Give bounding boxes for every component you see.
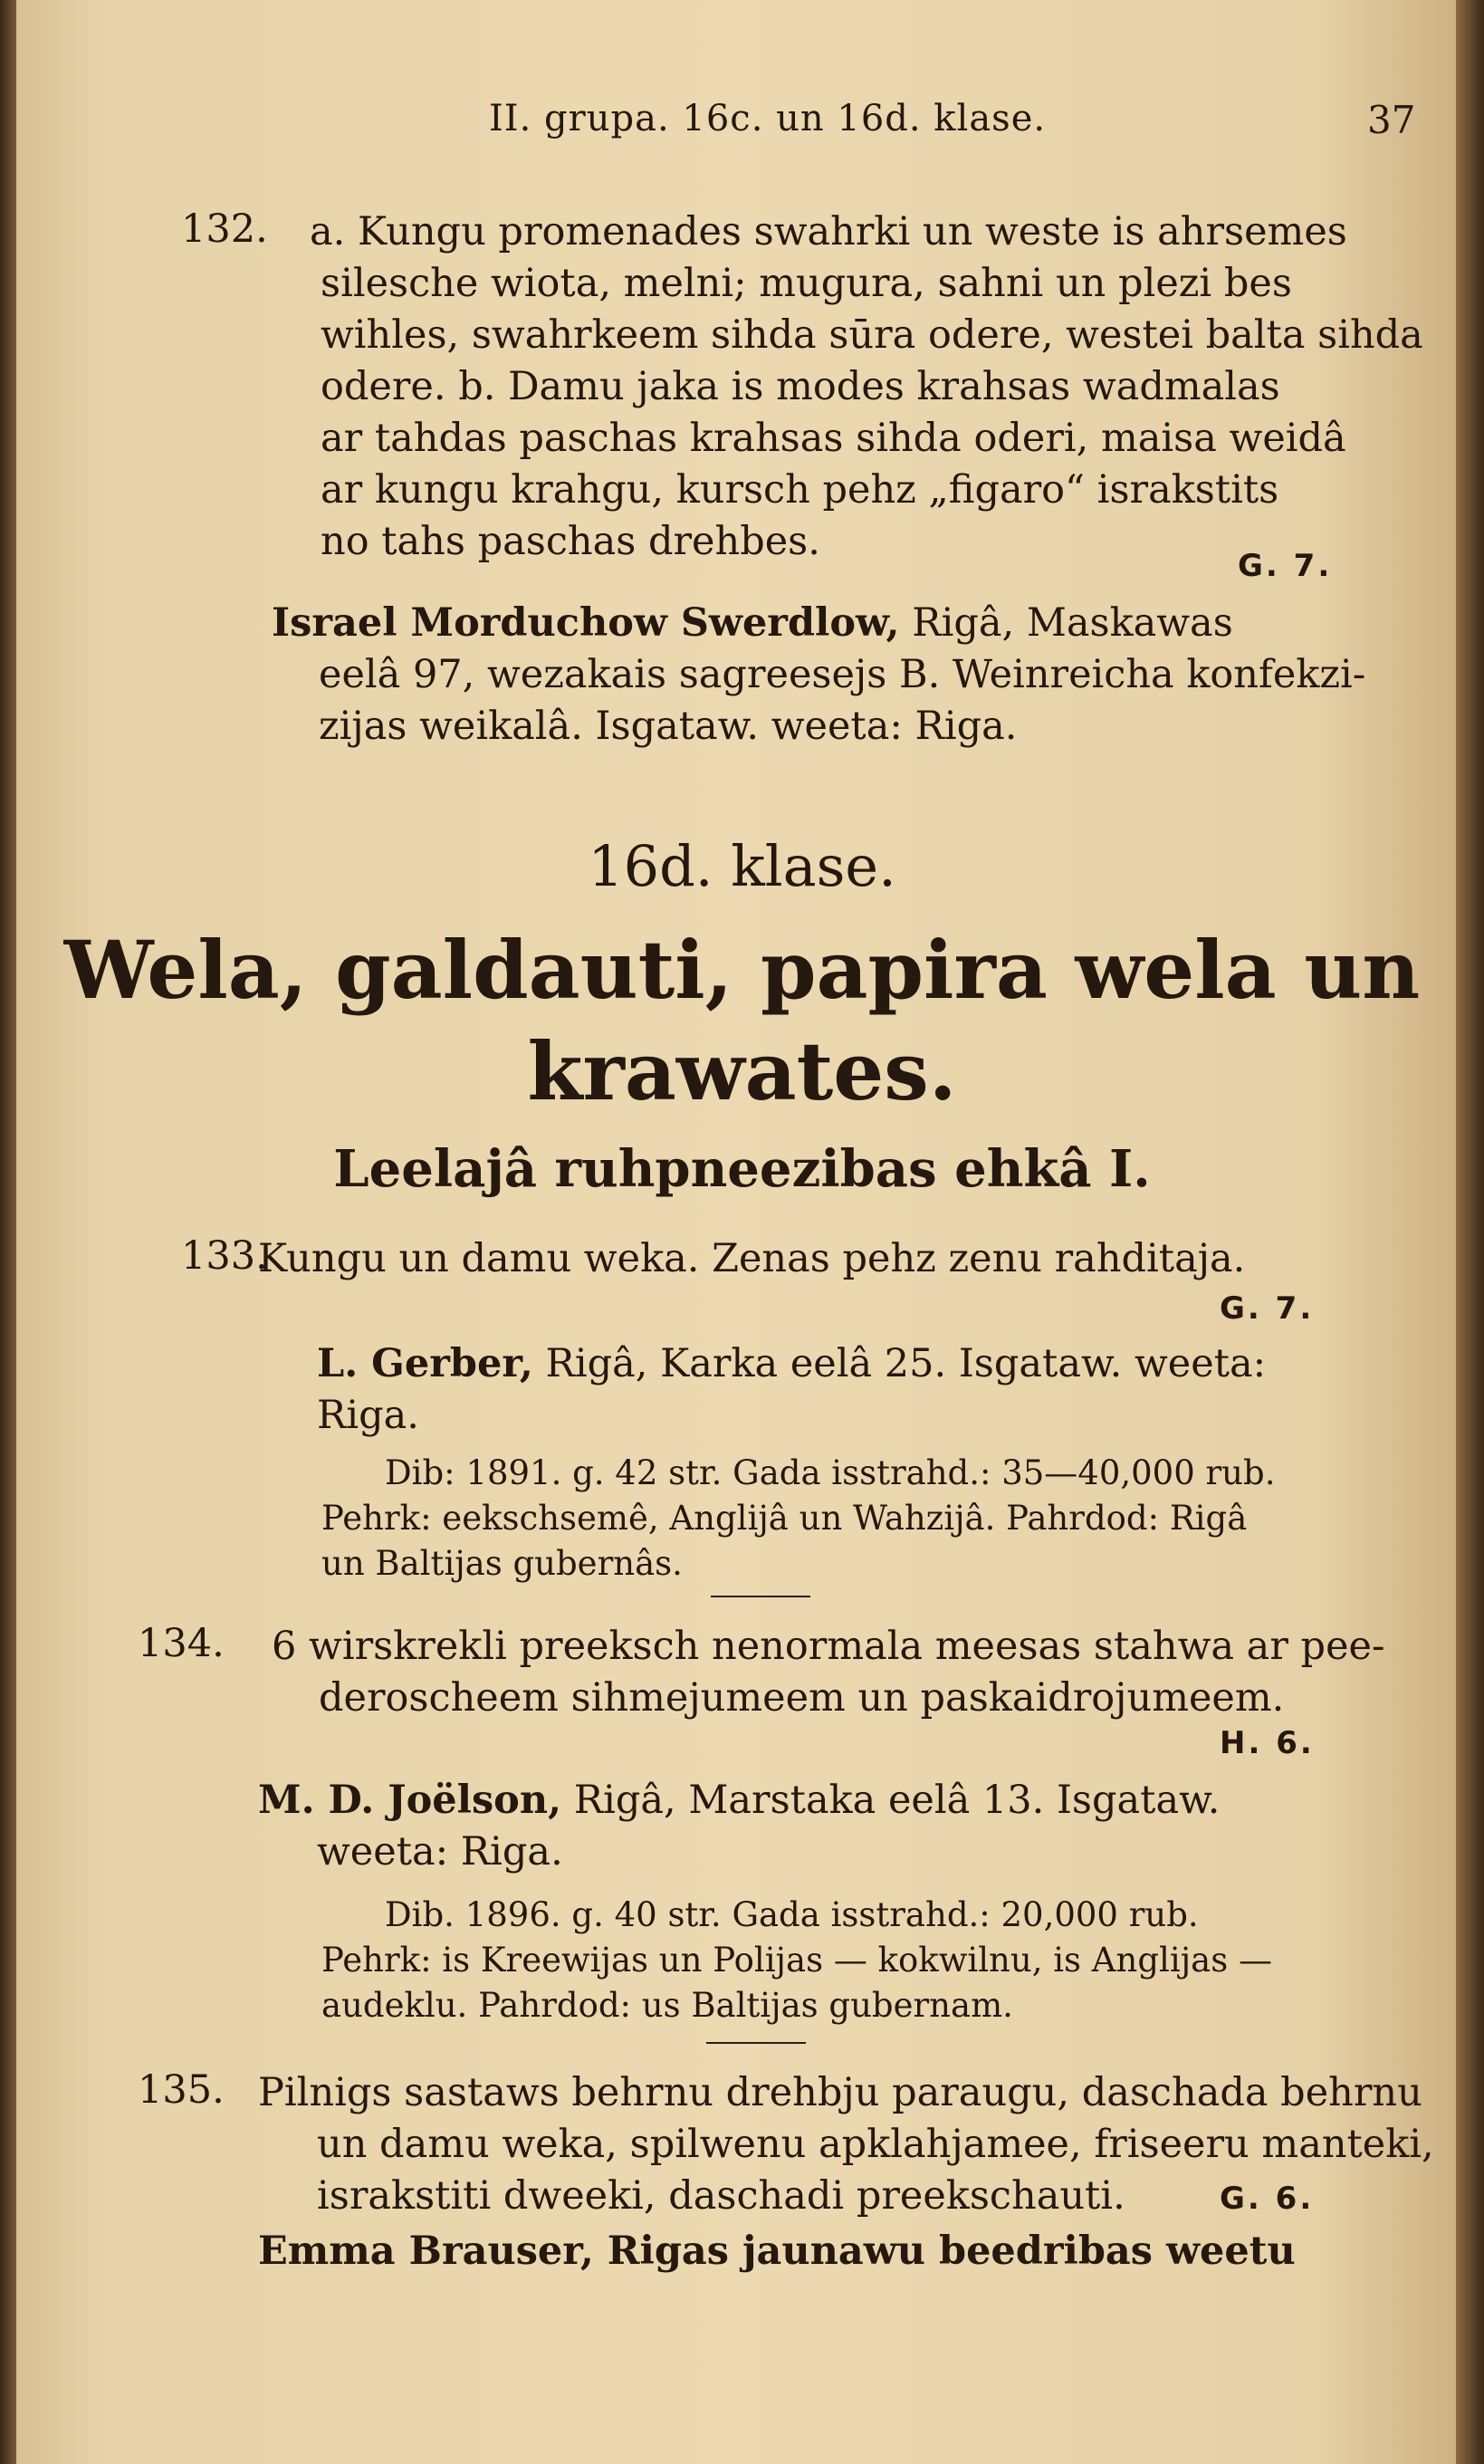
entry-133-text (258, 1233, 1417, 1285)
details-line-134: Dib. 1896. g. 40 str. Gada isstrahd.: 20,000 rub. (385, 1895, 1199, 1934)
exhibitor-line-135: Emma Brauser, Rigas jaunawu beedribas weetu (258, 2229, 1296, 2274)
exhibitor-135 (258, 2226, 1426, 2277)
separator-rule (711, 1596, 810, 1597)
entry-number-134: 134. (138, 1621, 225, 1666)
separator-rule (706, 2042, 806, 2044)
entry-135-line: un damu weka, spilwenu apklahjamee, friseeru manteki, (317, 2122, 1434, 2167)
grade-135: G. 6. (1220, 2181, 1315, 2217)
running-title: II. grupa. 16c. un 16d. klase. (489, 98, 1047, 139)
exhibitor-address-134: Rigâ, Marstaka eelâ 13. Isgataw. (573, 1778, 1221, 1823)
exhibitor-line-133: Riga. (317, 1393, 419, 1438)
grade-134: H. 6. (1220, 1725, 1315, 1761)
exhibitor-line-132: eelâ 97, wezakais sagreesejs B. Weinreicha konfekzi- (319, 652, 1366, 697)
entry-134-text (272, 1621, 1422, 1724)
entry-132-line: no tahs paschas drehbes. (321, 519, 820, 564)
entry-132-line: odere. b. Damu jaka is modes krahsas wadmalas (321, 364, 1280, 409)
grade-132: G. 7. (1238, 548, 1333, 584)
details-line-133: un Baltijas gubernâs. (321, 1544, 683, 1583)
entry-132-line: silesche wiota, melni; mugura, sahni un plezi bes (321, 261, 1292, 306)
entry-132-line: a. Kungu promenades swahrki un weste is ahrsemes (310, 209, 1347, 254)
section-subtitle: Leelajâ ruhpneezibas ehkâ I. (333, 1139, 1151, 1199)
entry-134-line: 6 wirskrekli preeksch nenormala meesas stahwa ar pee- (272, 1624, 1385, 1669)
section-title-line-1: Wela, galdauti, papira wela un (63, 923, 1421, 1017)
grade-133: G. 7. (1220, 1290, 1315, 1327)
entry-number-133: 133. (181, 1233, 268, 1279)
entry-number-132: 132. (181, 206, 268, 252)
class-label: 16d. klase. (588, 833, 896, 899)
exhibitor-134 (258, 1775, 1422, 1878)
exhibitor-address-133: Rigâ, Karka eelâ 25. Isgataw. weeta: (545, 1341, 1267, 1386)
exhibitor-name-134: M. D. Joëlson, (258, 1778, 562, 1823)
exhibitor-name-133: L. Gerber, (317, 1341, 533, 1386)
exhibitor-132 (272, 598, 1422, 753)
page-number: 37 (1367, 98, 1416, 142)
book-spine (0, 0, 16, 2464)
details-line-133: Pehrk: eekschsemê, Anglijâ un Wahzijâ. Pahrdod: Rigâ (321, 1499, 1248, 1538)
details-line-134: audeklu. Pahrdod: us Baltijas gubernam. (321, 1986, 1013, 2025)
details-134 (321, 1893, 1417, 2028)
entry-135-line: Pilnigs sastaws behrnu drehbju paraugu, daschada behrnu (258, 2070, 1422, 2115)
entry-132-line: wihles, swahrkeem sihda sūra odere, westei balta sihda (321, 312, 1423, 358)
entry-133-line: Kungu un damu weka. Zenas pehz zenu rahditaja. (258, 1236, 1246, 1281)
exhibitor-name-132: Israel Morduchow Swerdlow, (272, 600, 900, 646)
details-133 (321, 1451, 1417, 1587)
exhibitor-133 (317, 1338, 1422, 1442)
exhibitor-address-132: Rigâ, Maskawas (912, 600, 1233, 646)
entry-132-line: ar tahdas paschas krahsas sihda oderi, maisa weidâ (321, 416, 1346, 461)
entry-132-line: ar kungu krahgu, kursch pehz „figaro“ israkstits (321, 467, 1279, 513)
entry-number-135: 135. (138, 2067, 225, 2113)
details-line-133: Dib: 1891. g. 42 str. Gada isstrahd.: 35—40,000 rub. (385, 1453, 1276, 1492)
details-line-134: Pehrk: is Kreewijas un Polijas — kokwilnu, is Anglijas — (321, 1941, 1272, 1980)
entry-132-text (310, 206, 1423, 568)
section-title (0, 919, 1484, 1122)
entry-134-line: deroscheem sihmejumeem un paskaidrojumeem. (319, 1675, 1285, 1721)
entry-135-line: israkstiti dweeki, daschadi preekschauti. (317, 2173, 1125, 2219)
page-edge (1456, 0, 1484, 2464)
exhibitor-line-132: zijas weikalâ. Isgataw. weeta: Riga. (319, 704, 1018, 749)
section-title-line-2: krawates. (527, 1024, 957, 1118)
exhibitor-line-134: weeta: Riga. (317, 1829, 563, 1874)
